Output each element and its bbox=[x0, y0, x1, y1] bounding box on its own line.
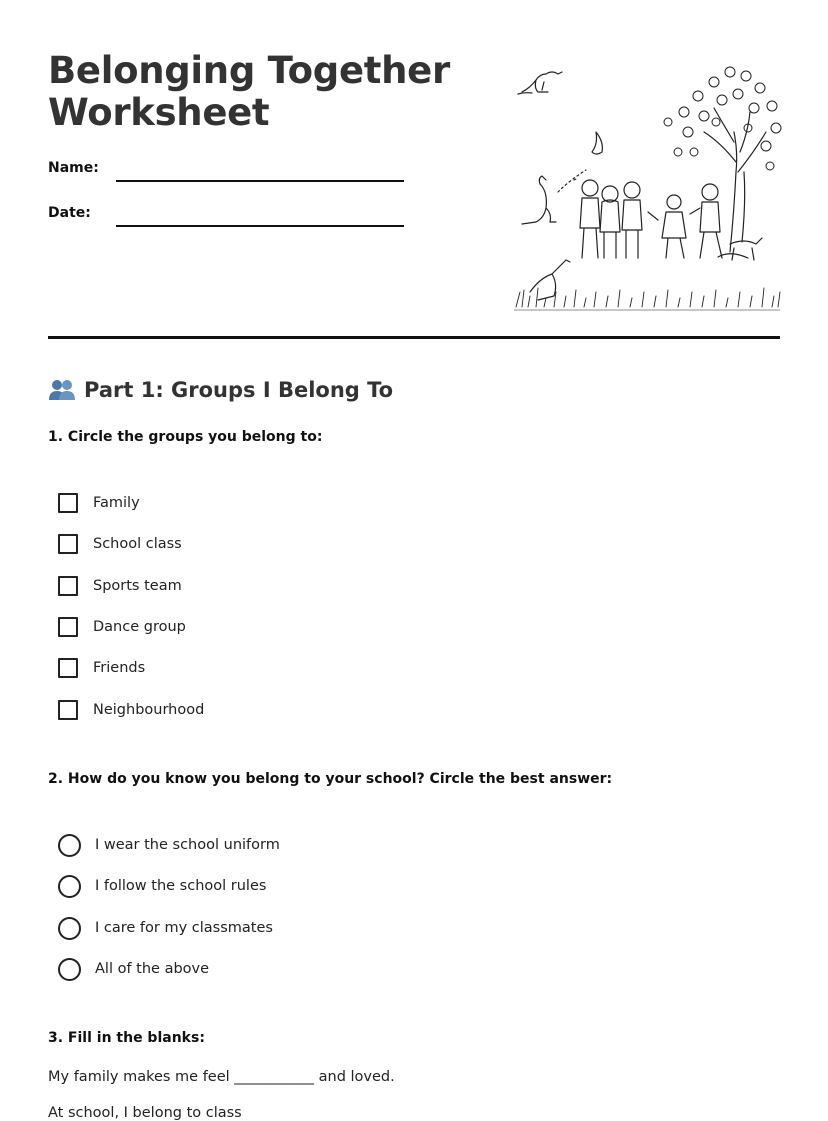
question-1: 1. Circle the groups you belong to: bbox=[48, 429, 323, 445]
option-care-classmates[interactable] bbox=[58, 916, 273, 940]
question-2: 2. How do you know you belong to your school? Circle the best answer: bbox=[48, 771, 613, 787]
option-label: School class bbox=[93, 536, 182, 552]
option-sports-team[interactable] bbox=[58, 574, 182, 598]
name-label: Name: bbox=[48, 160, 99, 176]
tree-icon bbox=[664, 67, 781, 258]
radio-button[interactable] bbox=[58, 917, 81, 940]
option-family[interactable] bbox=[58, 491, 140, 515]
bird-icon bbox=[592, 132, 602, 154]
section-divider bbox=[48, 336, 780, 339]
option-label: Dance group bbox=[93, 619, 186, 635]
people-icon bbox=[48, 379, 76, 401]
option-label: I wear the school uniform bbox=[95, 837, 280, 853]
page-title bbox=[48, 50, 488, 134]
title-line-2: Worksheet bbox=[48, 91, 270, 134]
kangaroo-icon-bottom bbox=[530, 260, 570, 300]
option-neighbourhood[interactable] bbox=[58, 698, 204, 722]
option-label: Neighbourhood bbox=[93, 702, 205, 718]
checkbox[interactable] bbox=[58, 493, 78, 513]
option-label: I follow the school rules bbox=[95, 878, 267, 894]
option-label: Family bbox=[93, 495, 140, 511]
children-tree-illustration bbox=[508, 52, 784, 314]
checkbox[interactable] bbox=[58, 576, 78, 596]
part1-heading bbox=[48, 374, 393, 406]
fill-blank-line-2[interactable]: At school, I belong to class bbox=[48, 1105, 242, 1121]
option-label: All of the above bbox=[95, 961, 210, 977]
radio-button[interactable] bbox=[58, 834, 81, 857]
option-label: Friends bbox=[93, 660, 146, 676]
name-field[interactable] bbox=[116, 180, 404, 182]
date-label: Date: bbox=[48, 205, 91, 221]
option-school-uniform[interactable] bbox=[58, 833, 280, 857]
option-label: I care for my classmates bbox=[95, 920, 273, 936]
checkbox[interactable] bbox=[58, 658, 78, 678]
option-school-class[interactable] bbox=[58, 532, 182, 556]
radio-button[interactable] bbox=[58, 958, 81, 981]
checkbox[interactable] bbox=[58, 534, 78, 554]
fill-blank-line-1[interactable]: My family makes me feel ___________ and loved. bbox=[48, 1069, 395, 1085]
option-school-rules[interactable] bbox=[58, 874, 266, 898]
option-dance-group[interactable] bbox=[58, 615, 186, 639]
option-label: Sports team bbox=[93, 578, 182, 594]
date-field[interactable] bbox=[116, 225, 404, 227]
option-all-above[interactable] bbox=[58, 957, 209, 981]
option-friends[interactable] bbox=[58, 656, 145, 680]
question-3: 3. Fill in the blanks: bbox=[48, 1030, 205, 1046]
children-icon bbox=[580, 180, 722, 258]
checkbox[interactable] bbox=[58, 617, 78, 637]
title-line-1: Belonging Together bbox=[48, 49, 450, 92]
radio-button[interactable] bbox=[58, 875, 81, 898]
kangaroo-icon-left bbox=[522, 176, 556, 224]
kangaroo-icon-top bbox=[518, 72, 562, 94]
checkbox[interactable] bbox=[58, 700, 78, 720]
part1-heading-text: Part 1: Groups I Belong To bbox=[84, 378, 394, 402]
